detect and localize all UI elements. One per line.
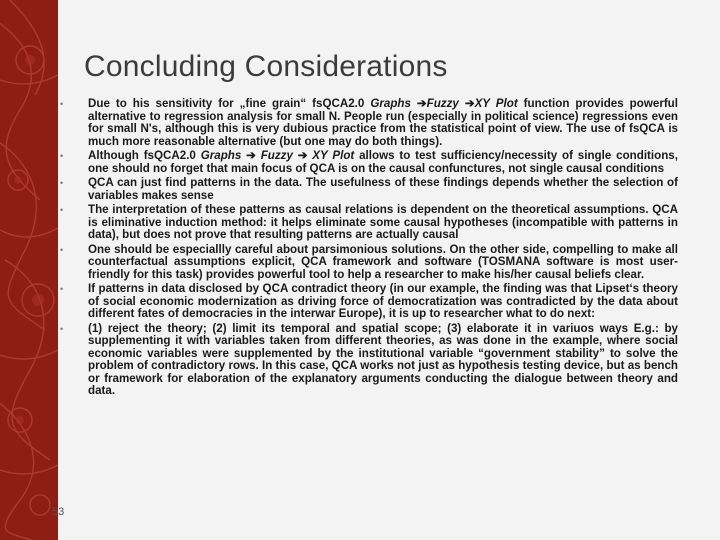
decorative-side-band xyxy=(0,0,58,540)
bullet-item xyxy=(60,98,678,148)
arrow-icon: ➔ xyxy=(464,97,475,110)
bullet-text: Due to his sensitivity for „fine grain“ fsQCA2.0 Graphs ➔Fuzzy ➔XY Plot function provides powerful alternative to regression analysis for small N. People run (especially in political science) regressions even for small N's, although this is very dubious practice from the statistical point of view. The use of fsQCA is much more reasonable alternative (but one may do both things). xyxy=(88,97,678,148)
bullet-dot-icon: • xyxy=(60,284,64,294)
bullet-dot-icon: • xyxy=(60,178,64,188)
bullet-text: Although fsQCA2.0 Graphs ➔ Fuzzy ➔ XY Plot allows to test sufficiency/necessity of single conditions, one should no forget that main focus of QCA is on the causal confunctures, not single causal conditions xyxy=(88,149,678,175)
bullet-dot-icon: • xyxy=(60,244,64,255)
bullet-dot-icon: • xyxy=(60,323,64,334)
decorative-pattern xyxy=(0,0,58,540)
slide-number: 53 xyxy=(52,506,65,518)
bullet-text: One should be especiallly careful about parsimonious solutions. On the other side, compelling to make all counterfactual assumptions explicit, QCA framework and software (TOSMANA software is most user-friendly for this task) provides powerful tool to help a researcher to make his/her causal beliefs clear. xyxy=(88,242,678,281)
bullet-dot-icon: • xyxy=(60,205,64,215)
bullet-item xyxy=(60,323,678,398)
bullet-text: The interpretation of these patterns as causal relations is dependent on the theoretical assumptions. QCA is eliminative induction method: it helps eliminate some causal hypotheses (incompatible with patterns in data), but does not prove that resulting patterns are actually causal xyxy=(88,203,678,241)
arrow-icon: ➔ xyxy=(297,149,308,162)
bullet-item xyxy=(60,283,678,321)
bullet-text: If patterns in data disclosed by QCA contradict theory (in our example, the finding was that Lipset‘s theory of social economic modernization as driving force of democratization was contradicted by the data about different fates of democracies in the interwar Europe), it is up to researcher what to do next: xyxy=(88,282,678,320)
bullet-item xyxy=(60,177,678,202)
bullet-list xyxy=(60,98,678,400)
bullet-dot-icon: • xyxy=(60,151,64,161)
bullet-item xyxy=(60,204,678,242)
bullet-dot-icon: • xyxy=(60,99,64,109)
arrow-icon: ➔ xyxy=(416,97,427,110)
bullet-text: QCA can just find patterns in the data. The usefulness of these findings depends whether the selection of variables makes sense xyxy=(88,176,678,202)
bullet-text: (1) reject the theory; (2) limit its temporal and spatial scope; (3) elaborate it in variuos ways E.g.: by supplementing it with variables taken from different theories, as was done in the example, where social economic variables were supplemented by the institutional variable “government stability” to solve the problem of contradictory rows. In this case, QCA works not just as hypothesis testing device, but as bench or framework for elaboration of the explanatory arguments conducting the dialogue between theory and data. xyxy=(88,321,678,397)
arrow-icon: ➔ xyxy=(246,149,256,162)
slide-title: Concluding Considerations xyxy=(84,50,448,83)
bullet-item xyxy=(60,244,678,282)
bullet-item xyxy=(60,150,678,175)
